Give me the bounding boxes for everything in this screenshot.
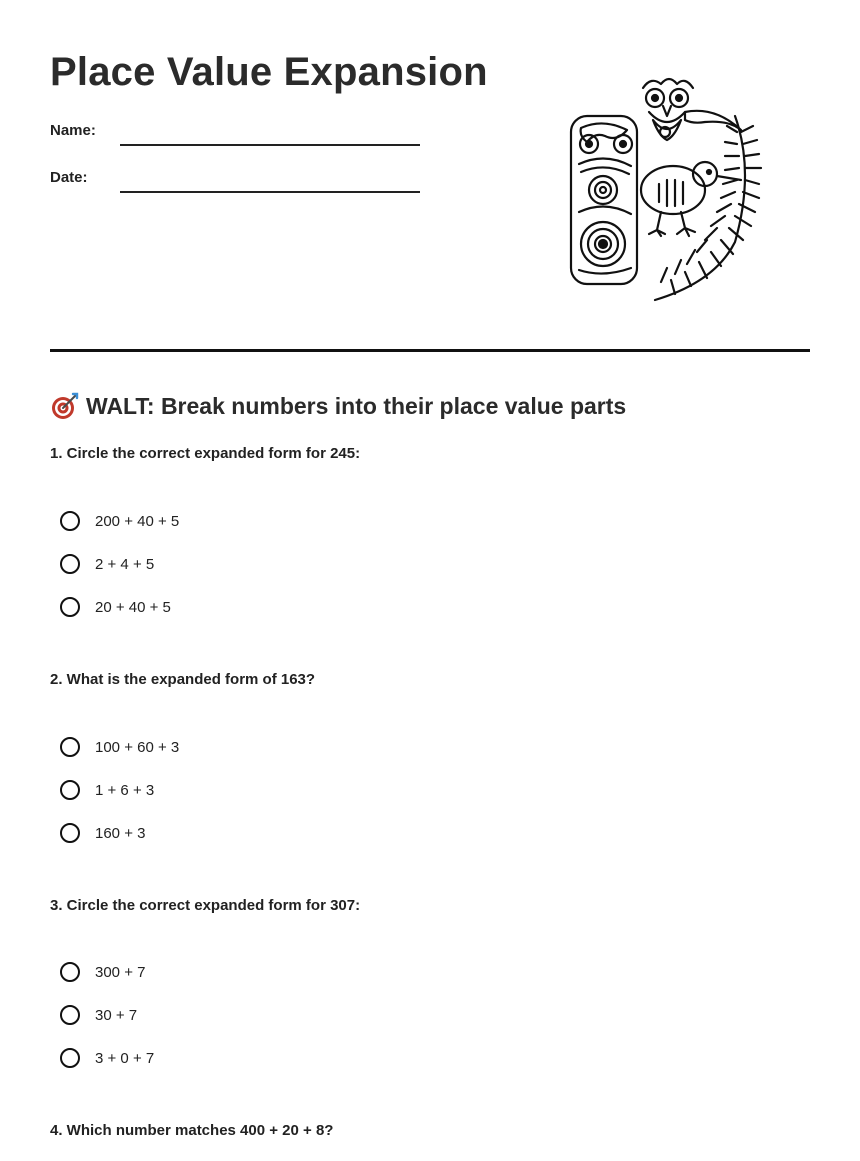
- answer-option[interactable]: [60, 508, 179, 534]
- target-dart-icon: [50, 391, 80, 421]
- maori-kiwi-fern-illustration: [565, 72, 775, 307]
- answer-label: 2 + 4 + 5: [95, 555, 155, 573]
- answer-option[interactable]: [60, 777, 154, 803]
- radio-circle[interactable]: [60, 554, 80, 574]
- answer-label: 160 + 3: [95, 824, 146, 842]
- answer-label: 200 + 40 + 5: [95, 512, 180, 530]
- section-divider: [50, 349, 810, 352]
- date-write-line[interactable]: [120, 191, 420, 193]
- radio-circle[interactable]: [60, 780, 80, 800]
- worksheet-page: [50, 0, 810, 1161]
- radio-circle[interactable]: [60, 511, 80, 531]
- answer-label: 30 + 7: [95, 1006, 138, 1024]
- answer-option[interactable]: [60, 594, 171, 620]
- walt-text: WALT: Break numbers into their place value parts: [86, 392, 627, 419]
- date-label: Date:: [50, 169, 88, 186]
- answer-option[interactable]: [60, 1002, 137, 1028]
- question-prompt: 1. Circle the correct expanded form for 245:: [50, 445, 361, 462]
- question-prompt: 3. Circle the correct expanded form for 307:: [50, 897, 361, 914]
- answer-option[interactable]: [60, 551, 154, 577]
- answer-option[interactable]: [60, 820, 145, 846]
- radio-circle[interactable]: [60, 823, 80, 843]
- answer-option[interactable]: [60, 1045, 154, 1071]
- radio-circle[interactable]: [60, 1048, 80, 1068]
- date-field: [50, 165, 430, 195]
- radio-circle[interactable]: [60, 597, 80, 617]
- answer-label: 300 + 7: [95, 963, 146, 981]
- name-label: Name:: [50, 122, 96, 139]
- name-field: [50, 118, 430, 148]
- name-write-line[interactable]: [120, 144, 420, 146]
- page-title: Place Value Expansion: [50, 50, 488, 94]
- question-prompt: 2. What is the expanded form of 163?: [50, 671, 316, 688]
- answer-label: 1 + 6 + 3: [95, 781, 155, 799]
- answer-label: 100 + 60 + 3: [95, 738, 180, 756]
- walt-heading: [50, 390, 626, 422]
- radio-circle[interactable]: [60, 962, 80, 982]
- answer-option[interactable]: [60, 959, 145, 985]
- radio-circle[interactable]: [60, 737, 80, 757]
- answer-label: 3 + 0 + 7: [95, 1049, 155, 1067]
- answer-label: 20 + 40 + 5: [95, 598, 171, 616]
- answer-option[interactable]: [60, 734, 179, 760]
- question-prompt: 4. Which number matches 400 + 20 + 8?: [50, 1122, 334, 1139]
- radio-circle[interactable]: [60, 1005, 80, 1025]
